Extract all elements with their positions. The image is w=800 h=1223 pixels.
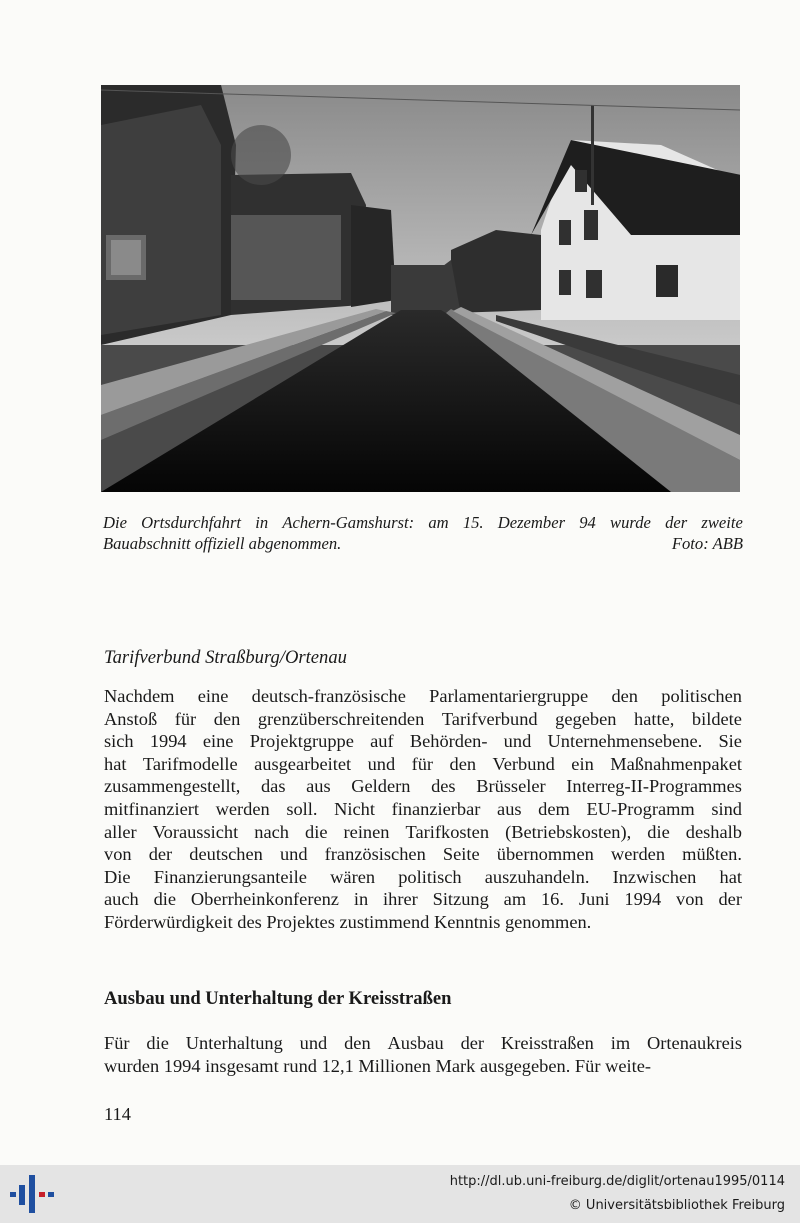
word: auf (370, 731, 394, 752)
word: und (299, 1033, 328, 1053)
word: 1994 (624, 889, 662, 910)
word: mitfinanziert (104, 798, 199, 819)
word: Parlamentariergruppe (429, 686, 589, 706)
word: Seite (442, 844, 480, 865)
word: aus (306, 776, 331, 797)
word: Tarifkosten (405, 821, 490, 842)
word: reinen (343, 821, 390, 842)
word: hat (719, 866, 742, 887)
section-body-kreisstrassen (104, 1032, 742, 1077)
word: für (411, 753, 434, 774)
section-body-tarifverbund (104, 685, 742, 934)
word: Brüsseler (476, 776, 546, 797)
word: eine (197, 686, 229, 706)
word: in (255, 513, 269, 532)
text-line (104, 843, 742, 866)
word: ausgearbeitet (254, 753, 352, 774)
word: im (610, 1033, 631, 1053)
word: Geldern (351, 776, 411, 797)
word: Die (103, 513, 127, 532)
ub-freiburg-logo-icon[interactable] (10, 1173, 54, 1215)
word: von (676, 889, 704, 910)
word: Maßnahmenpaket (610, 753, 742, 774)
text-line (104, 708, 742, 731)
text-line (104, 821, 742, 844)
word: 16. (540, 889, 564, 910)
text-line (104, 685, 742, 708)
word: dem (538, 798, 570, 819)
word: die (305, 821, 328, 842)
word: soll. (286, 798, 318, 819)
word: gegeben (555, 708, 617, 729)
photo-caption (103, 512, 743, 554)
text-line-content: Förderwürdigkeit des Projektes zustimmend Kenntnis genommen. (104, 911, 592, 932)
page-number: 114 (104, 1104, 131, 1124)
copyright-notice: © Universitätsbibliothek Freiburg (568, 1198, 785, 1213)
word: der (148, 844, 173, 865)
word: nach (254, 821, 289, 842)
word: deshalb (685, 821, 742, 842)
text-line (104, 753, 742, 776)
word: Die (104, 866, 131, 887)
word: 94 (579, 513, 596, 532)
word: der (460, 1033, 485, 1053)
word: zweite (701, 513, 743, 532)
word: auch (104, 889, 139, 910)
word: sich (104, 731, 134, 752)
word: EU-Programm (586, 798, 695, 819)
word: der (718, 889, 742, 910)
word: politischen (661, 686, 742, 706)
word: aller (104, 821, 137, 842)
word: (Betriebskosten), (505, 821, 632, 842)
word: Achern-Gamshurst: (282, 513, 415, 532)
word: Unternehmensebene. (547, 731, 703, 752)
word: den (213, 708, 241, 729)
word: hat (104, 753, 127, 774)
text-line (104, 730, 742, 753)
word: des (431, 776, 456, 797)
word: übernommen (496, 844, 594, 865)
word: ihrer (383, 889, 418, 910)
text-line (104, 1032, 742, 1055)
word: Ausbau (387, 1033, 444, 1053)
word: Sitzung (432, 889, 489, 910)
word: finanzierbar (391, 798, 481, 819)
word: eine (202, 731, 234, 752)
word: und (503, 731, 532, 752)
word: Oberrheinkonferenz (190, 889, 339, 910)
word: Finanzierungsanteile (153, 866, 307, 887)
word: 15. (462, 513, 484, 532)
word: Nicht (334, 798, 375, 819)
word: für (174, 708, 197, 729)
word: das (260, 776, 286, 797)
word: Verbund (492, 753, 555, 774)
word: 1994 (149, 731, 187, 752)
word: Für (104, 1033, 130, 1053)
text-line (104, 888, 742, 911)
word: aus (497, 798, 522, 819)
text-line (104, 866, 742, 889)
word: politisch (398, 866, 462, 887)
word: bildete (691, 708, 742, 729)
word: den (344, 1033, 371, 1053)
word: von (104, 844, 132, 865)
word: und (367, 753, 396, 774)
text-line-content: wurden 1994 insgesamt rund 12,1 Millionen Mark ausgegeben. Für weite- (104, 1055, 652, 1076)
word: zusammengestellt, (104, 776, 241, 797)
word: Ortsdurchfahrt (141, 513, 242, 532)
word: der (665, 513, 688, 532)
word: ein (571, 753, 594, 774)
text-line (104, 911, 742, 934)
word: in (353, 889, 369, 910)
section-heading-kreisstrassen: Ausbau und Unterhaltung der Kreisstraßen (104, 988, 452, 1009)
word: Ortenaukreis (647, 1033, 742, 1053)
word: Inzwischen (612, 866, 697, 887)
word: und (279, 844, 308, 865)
word: hatte, (634, 708, 675, 729)
word: die (647, 821, 670, 842)
word: werden (215, 798, 270, 819)
word: Tarifverbund (441, 708, 538, 729)
word: wurde (610, 513, 651, 532)
word: Dezember (497, 513, 566, 532)
caption-line-2: Bauabschnitt offiziell abgenommen. (103, 534, 342, 553)
word: Projektgruppe (249, 731, 354, 752)
word: Interreg-II-Programmes (566, 776, 742, 797)
text-line (104, 775, 742, 798)
word: auszuhandeln. (484, 866, 590, 887)
photo-credit: Foto: ABB (671, 534, 743, 553)
word: müßten. (682, 844, 742, 865)
word: wären (330, 866, 376, 887)
word: die (146, 1033, 169, 1053)
document-url-link[interactable]: http://dl.ub.uni-freiburg.de/diglit/ortenau1995/0114 (449, 1174, 785, 1189)
word: werden (610, 844, 666, 865)
section-heading-tarifverbund: Tarifverbund Straßburg/Ortenau (104, 647, 347, 668)
viewer-footer (0, 1165, 800, 1223)
word: am (428, 513, 449, 532)
word: den (449, 753, 477, 774)
word: Nachdem (104, 686, 175, 706)
word: den (611, 686, 638, 706)
word: die (153, 889, 177, 910)
word: Tarifmodelle (142, 753, 238, 774)
word: Juni (578, 889, 610, 910)
word: grenzüberschreitenden (257, 708, 425, 729)
word: Behörden- (409, 731, 488, 752)
word: Sie (718, 731, 742, 752)
word: deutsch-französische (251, 686, 406, 706)
street-photo (101, 85, 740, 492)
text-line (104, 798, 742, 821)
text-line (104, 1055, 742, 1078)
word: sind (711, 798, 742, 819)
word: am (503, 889, 527, 910)
word: Unterhaltung (185, 1033, 283, 1053)
word: Anstoß (104, 708, 158, 729)
word: französischen (324, 844, 426, 865)
word: deutschen (189, 844, 263, 865)
word: Voraussicht (152, 821, 239, 842)
word: Kreisstraßen (500, 1033, 594, 1053)
